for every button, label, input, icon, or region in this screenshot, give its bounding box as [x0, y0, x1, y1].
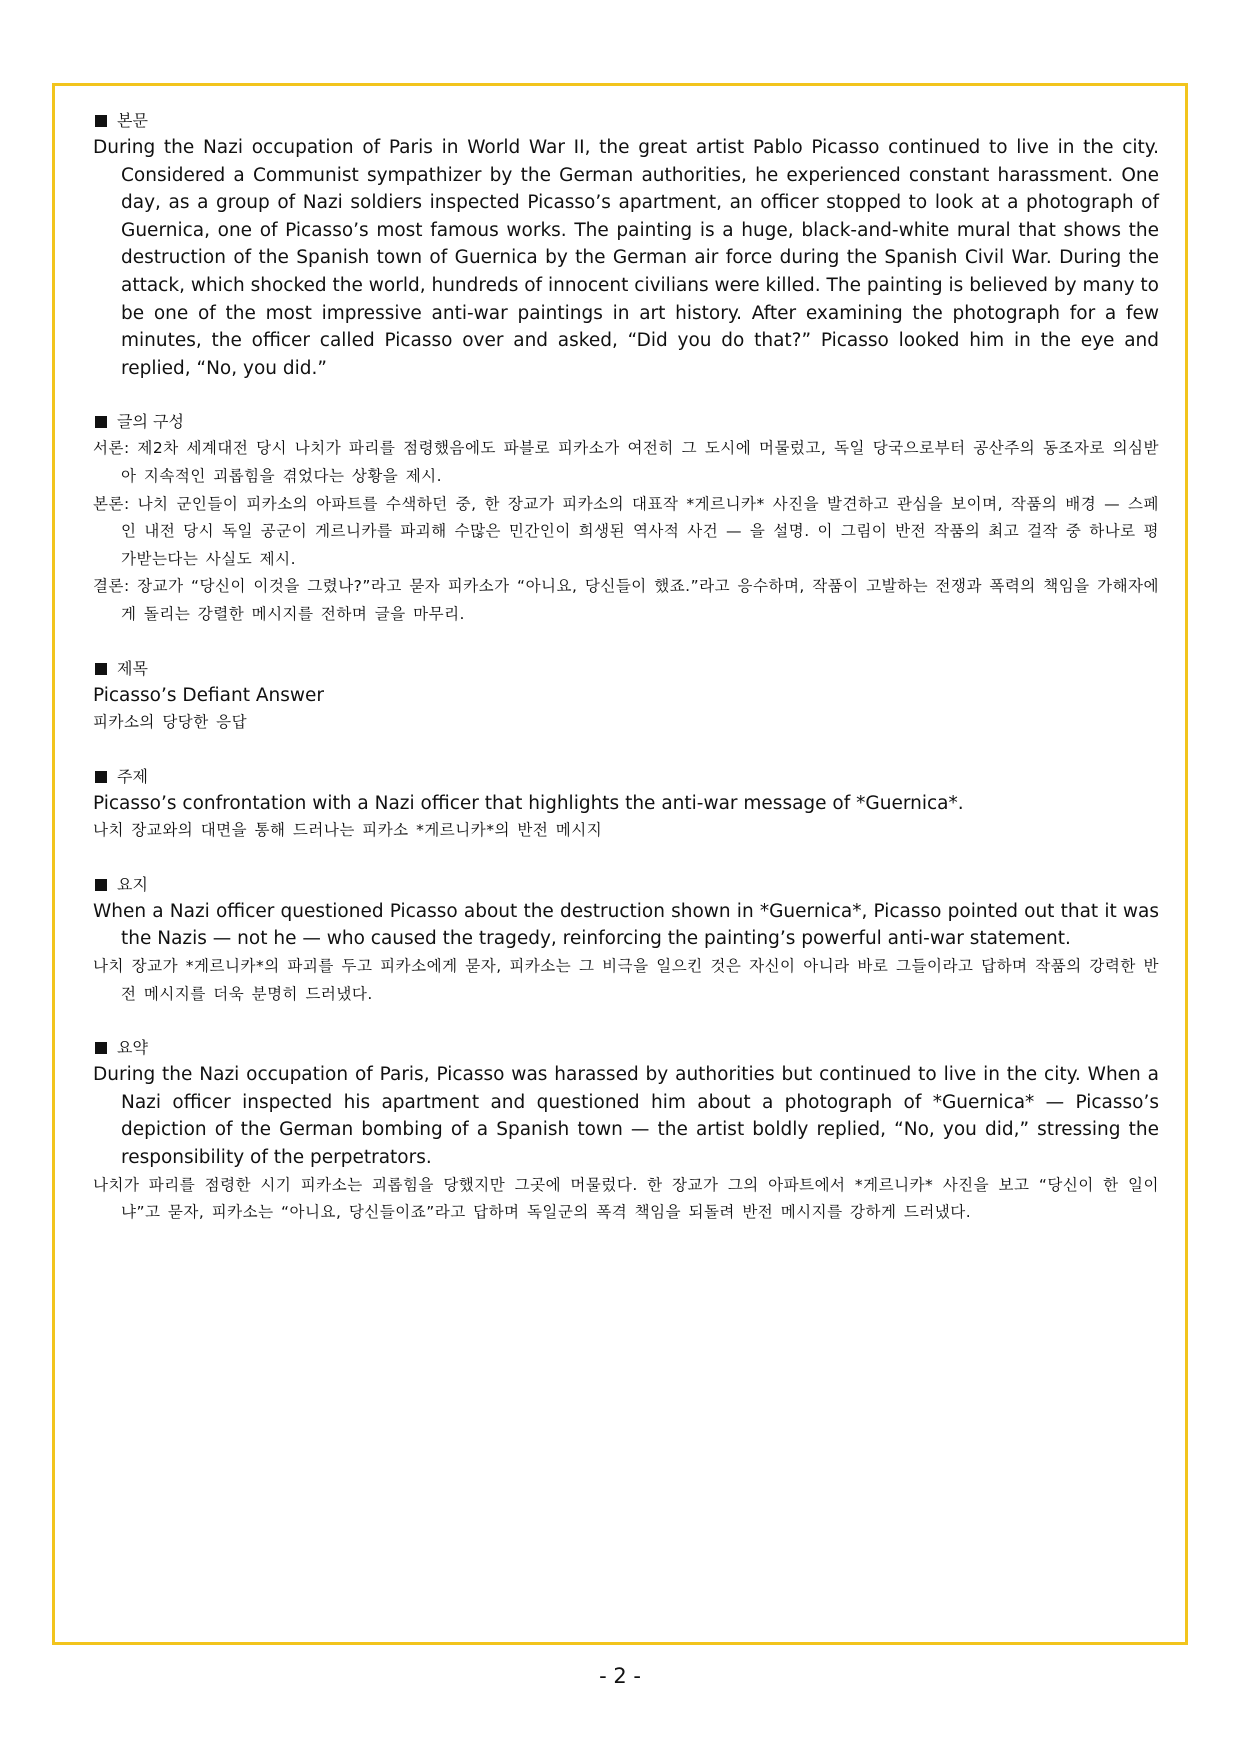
heading-label: 요약 — [117, 1038, 148, 1058]
heading-label: 본문 — [117, 111, 148, 130]
gist-ko: 나치 장교가 *게르니카*의 파괴를 두고 피카소에게 묻자, 피카소는 그 비극을 일으킨 것은 자신이 아니라 바로 그들이라고 답하며 작품의 강력한 반전 메시지를 더욱 분명히 드러냈다. — [93, 957, 1159, 1003]
section-heading — [93, 1035, 1159, 1061]
section-structure — [93, 409, 1159, 628]
page-number: - 2 - — [599, 1664, 641, 1688]
heading-label: 요지 — [117, 874, 148, 894]
structure-conclusion: 결론: 장교가 “당신이 이것을 그렸나?”라고 묻자 피카소가 “아니요, 당신들이 했죠.”라고 응수하며, 작품이 고발하는 전쟁과 폭력의 책임을 가해자에게 돌리는 강렬한 메시지를 전하며 글을 마무리. — [93, 577, 1159, 623]
section-theme — [93, 764, 1159, 845]
square-bullet-icon — [95, 416, 107, 428]
gist-en: When a Nazi officer questioned Picasso about the destruction shown in *Guernica*, Picasso pointed out that it was the Nazis — not he — who caused the tragedy, reinforcing the painting’s powerful anti-war statement. — [93, 900, 1159, 950]
summary-en: During the Nazi occupation of Paris, Picasso was harassed by authorities but continued to live in the city. When a Nazi officer inspected his apartment and questioned him about a photograph of *Guernica* — Picasso’s depiction of the German bombing of a Spanish town — the artist boldly replied, “No, you did,” stressing the responsibility of the perpetrators. — [93, 1064, 1159, 1169]
section-title — [93, 656, 1159, 737]
square-bullet-icon — [95, 879, 107, 891]
section-heading — [93, 764, 1159, 790]
heading-label: 제목 — [117, 658, 148, 678]
heading-label: 글의 구성 — [117, 412, 184, 432]
square-bullet-icon — [95, 771, 107, 783]
title-ko: 피카소의 당당한 응답 — [93, 713, 248, 732]
document-content — [93, 108, 1159, 1254]
section-heading — [93, 656, 1159, 682]
square-bullet-icon — [95, 663, 107, 675]
theme-en: Picasso’s confrontation with a Nazi officer that highlights the anti-war message of *Guernica*. — [93, 792, 964, 814]
title-en: Picasso’s Defiant Answer — [93, 684, 325, 706]
section-summary — [93, 1035, 1159, 1227]
structure-main: 본론: 나치 군인들이 피카소의 아파트를 수색하던 중, 한 장교가 피카소의 대표작 *게르니카* 사진을 발견하고 관심을 보이며, 작품의 배경 — 스페인 내전 당시 독일 공군이 게르니카를 파괴해 수많은 민간인이 희생된 역사적 사건 — 을 설명. 이 그림이 반전 작품의 최고 걸작 중 하나로 평가받는다는 사실도 제시. — [93, 494, 1159, 568]
theme-ko: 나치 장교와의 대면을 통해 드러나는 피카소 *게르니카*의 반전 메시지 — [93, 821, 603, 840]
section-body — [93, 108, 1159, 382]
section-heading — [93, 409, 1159, 435]
section-gist — [93, 872, 1159, 1008]
structure-intro: 서론: 제2차 세계대전 당시 나치가 파리를 점령했음에도 파블로 피카소가 여전히 그 도시에 머물렀고, 독일 당국으로부터 공산주의 동조자로 의심받아 지속적인 괴롭힘을 겪었다는 상황을 제시. — [93, 439, 1159, 485]
heading-label: 주제 — [117, 766, 148, 786]
section-heading — [93, 872, 1159, 898]
body-text: During the Nazi occupation of Paris in World War II, the great artist Pablo Picasso continued to live in the city. Considered a Communist sympathizer by the German authorities, he experienced constant harassment. One day, as a group of Nazi soldiers inspected Picasso’s apartment, an officer stopped to look at a photograph of Guernica, one of Picasso’s most famous works. The painting is a huge, black-and-white mural that shows the destruction of the Spanish town of Guernica by the German air force during the Spanish Civil War. During the attack, which shocked the world, hundreds of innocent civilians were killed. The painting is believed by many to be one of the most impressive anti-war paintings in art history. After examining the photograph for a few minutes, the officer called Picasso over and asked, “Did you do that?” Picasso looked him in the eye and replied, “No, you did.” — [93, 137, 1159, 379]
square-bullet-icon — [95, 1042, 107, 1054]
square-bullet-icon — [95, 115, 107, 127]
section-heading — [93, 108, 1159, 134]
summary-ko: 나치가 파리를 점령한 시기 피카소는 괴롭힘을 당했지만 그곳에 머물렀다. 한 장교가 그의 아파트에서 *게르니카* 사진을 보고 “당신이 한 일이냐”고 묻자, 피카소는 “아니요, 당신들이죠”라고 답하며 독일군의 폭격 책임을 되돌려 반전 메시지를 강하게 드러냈다. — [93, 1175, 1159, 1222]
